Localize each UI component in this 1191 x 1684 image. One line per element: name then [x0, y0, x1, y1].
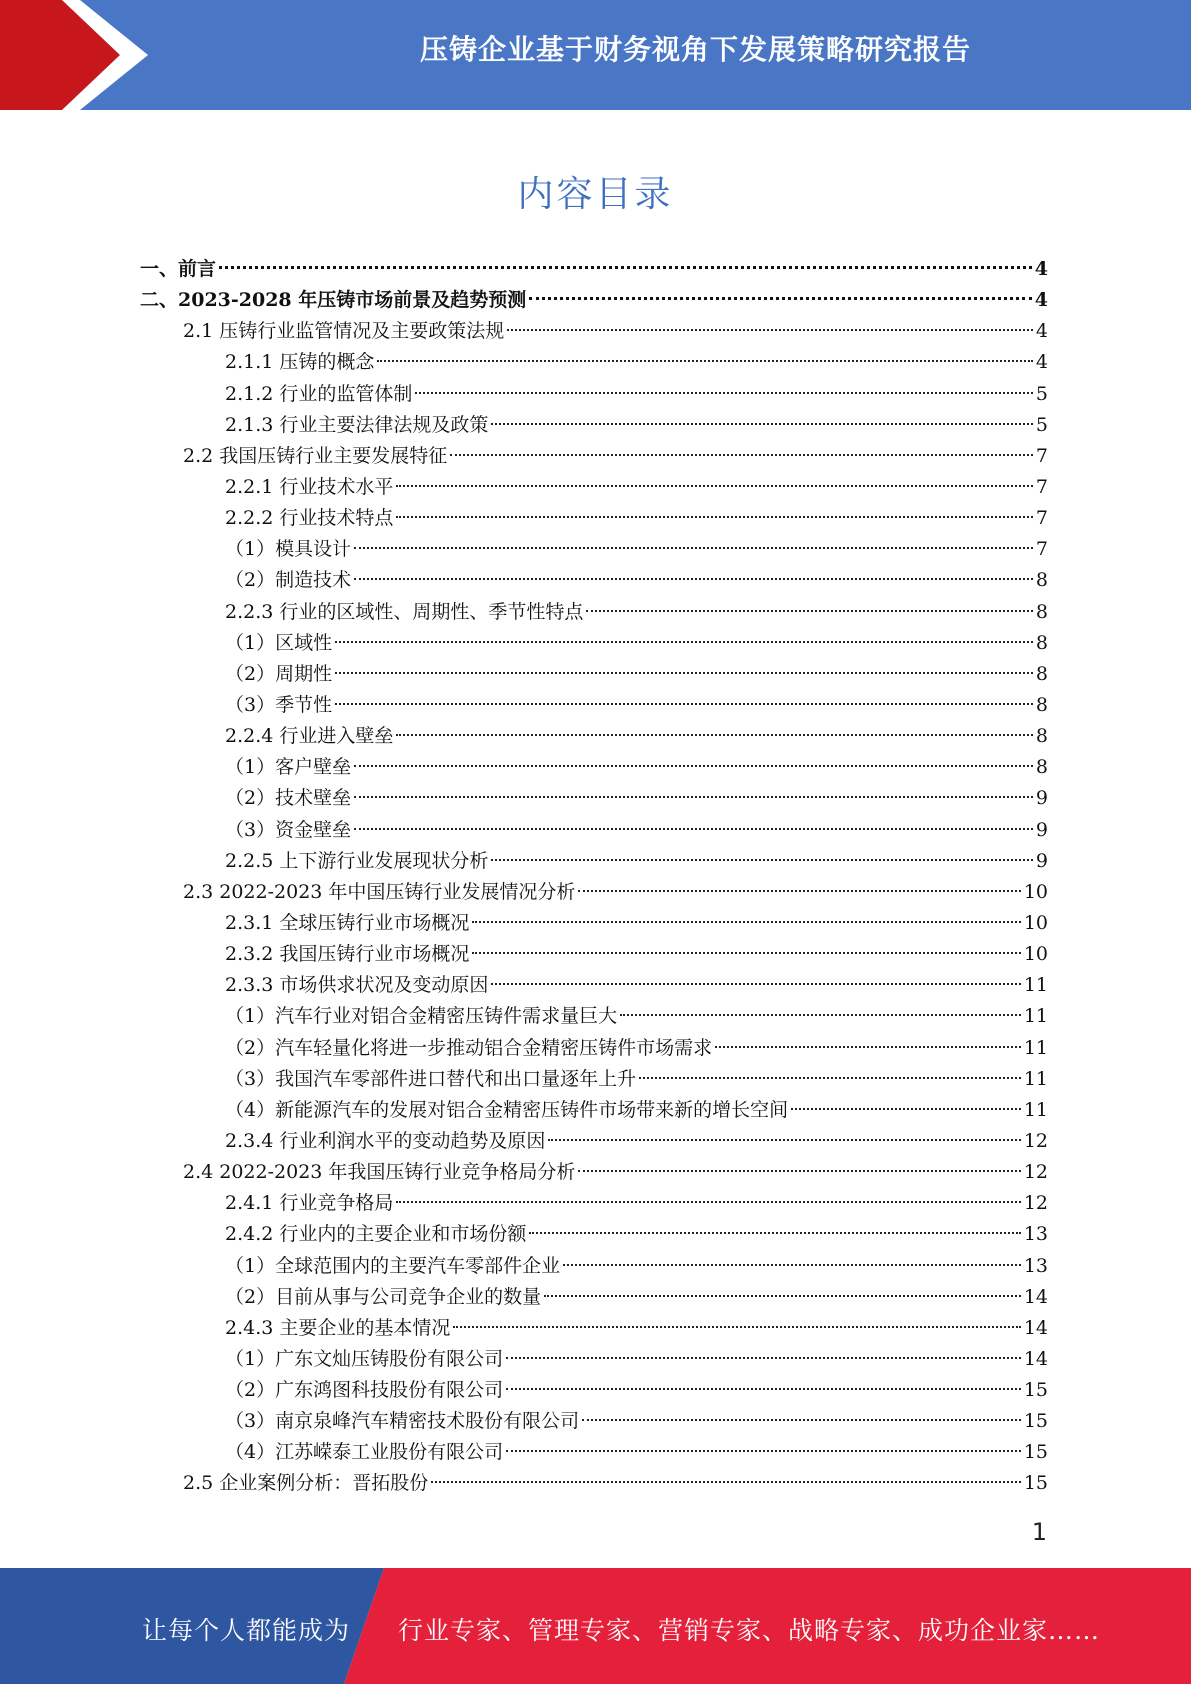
footer-banner [0, 1568, 1191, 1684]
toc-entry[interactable] [140, 472, 1048, 503]
toc-dot-leader [354, 828, 1033, 830]
toc-entry-label: （1）模具设计 [225, 538, 352, 561]
toc-entry-page: 5 [1035, 382, 1048, 405]
toc-entry-label: 二、2023-2028 年压铸市场前景及趋势预测 [140, 289, 527, 312]
toc-entry-label: 2.5 企业案例分析：晋拓股份 [183, 1472, 429, 1495]
toc-entry[interactable] [140, 316, 1048, 347]
toc-entry-label: （2）制造技术 [225, 569, 352, 592]
toc-entry-label: 2.2 我国压铸行业主要发展特征 [183, 444, 448, 467]
toc-dot-leader [450, 454, 1033, 456]
toc-entry[interactable] [140, 846, 1048, 877]
toc-dot-leader [491, 859, 1033, 861]
toc-dot-leader [791, 1108, 1021, 1110]
toc-dot-leader [529, 1232, 1020, 1234]
toc-entry-page: 11 [1023, 1098, 1048, 1121]
toc-entry-label: （1）客户壁垒 [225, 756, 352, 779]
toc-entry-label: 2.4 2022-2023 年我国压铸行业竞争格局分析 [183, 1161, 576, 1184]
toc-entry-page: 10 [1023, 911, 1048, 934]
toc-entry-page: 8 [1035, 600, 1048, 623]
toc-entry-page: 13 [1023, 1254, 1048, 1277]
toc-dot-leader [578, 1170, 1020, 1172]
toc-dot-leader [529, 297, 1032, 300]
toc-entry-page: 9 [1035, 849, 1048, 872]
toc-entry-label: 2.2.2 行业技术特点 [225, 507, 394, 530]
toc-entry-page: 7 [1035, 475, 1048, 498]
toc-entry-page: 12 [1023, 1192, 1048, 1215]
toc-entry-label: 2.3.3 市场供求状况及变动原因 [225, 974, 489, 997]
toc-dot-leader [219, 266, 1032, 269]
toc-entry[interactable] [140, 752, 1048, 783]
toc-dot-leader [396, 734, 1033, 736]
toc-entry-label: （2）汽车轻量化将进一步推动铝合金精密压铸件市场需求 [225, 1036, 713, 1059]
toc-entry-label: 2.2.4 行业进入壁垒 [225, 725, 394, 748]
toc-entry[interactable] [140, 1033, 1048, 1064]
toc-entry-label: 一、前言 [140, 258, 217, 280]
toc-heading: 内容目录 [517, 174, 674, 215]
toc-entry-label: （1）汽车行业对铝合金精密压铸件需求量巨大 [225, 1005, 618, 1028]
toc-entry-page: 14 [1023, 1316, 1048, 1339]
toc-entry-label: （3）南京泉峰汽车精密技术股份有限公司 [225, 1410, 580, 1433]
toc-entry[interactable] [140, 1188, 1048, 1219]
toc-dot-leader [506, 1450, 1021, 1452]
toc-entry[interactable] [140, 254, 1048, 285]
toc-entry-label: 2.3.2 我国压铸行业市场概况 [225, 943, 470, 966]
toc-dot-leader [472, 921, 1020, 923]
toc-entry-page: 14 [1023, 1347, 1048, 1370]
toc-entry-label: 2.4.2 行业内的主要企业和市场份额 [225, 1223, 527, 1246]
toc-entry[interactable] [140, 441, 1048, 472]
toc-entry-label: 2.1.2 行业的监管体制 [225, 382, 413, 405]
toc-dot-leader [506, 1388, 1021, 1390]
toc-dot-leader [335, 641, 1033, 643]
report-title: 压铸企业基于财务视角下发展策略研究报告 [419, 33, 971, 66]
toc-entry-label: （2）目前从事与公司竞争企业的数量 [225, 1285, 542, 1308]
toc-entry-label: （1）全球范围内的主要汽车零部件企业 [225, 1254, 561, 1277]
toc-dot-leader [431, 1481, 1021, 1483]
toc-entry-label: 2.2.1 行业技术水平 [225, 475, 394, 498]
footer-slogan-right: 行业专家、管理专家、营销专家、战略专家、成功企业家…… [398, 1616, 1101, 1645]
toc-entry-label: 2.3 2022-2023 年中国压铸行业发展情况分析 [183, 880, 576, 903]
toc-entry-label: 2.1.3 行业主要法律法规及政策 [225, 413, 489, 436]
toc-dot-leader [354, 796, 1033, 798]
toc-entry[interactable] [140, 1282, 1048, 1313]
toc-dot-leader [472, 952, 1020, 954]
toc-entry[interactable] [140, 1437, 1048, 1468]
footer-slogan-left: 让每个人都能成为 [142, 1616, 351, 1645]
toc-entry-page: 15 [1023, 1472, 1048, 1495]
toc-entry-page: 4 [1034, 289, 1048, 312]
toc-dot-leader [377, 360, 1033, 362]
toc-entry[interactable] [140, 970, 1048, 1001]
toc-dot-leader [396, 1201, 1020, 1203]
toc-dot-leader [586, 610, 1033, 612]
toc-entry[interactable] [140, 1468, 1048, 1499]
toc-dot-leader [507, 329, 1033, 331]
toc-entry-label: （3）我国汽车零部件进口替代和出口量逐年上升 [225, 1067, 637, 1090]
toc-entry[interactable] [140, 1126, 1048, 1157]
toc-dot-leader [453, 1326, 1020, 1328]
toc-dot-leader [563, 1264, 1021, 1266]
toc-entry-page: 9 [1035, 787, 1048, 810]
toc-dot-leader [578, 890, 1020, 892]
toc-entry-page: 15 [1023, 1410, 1048, 1433]
toc-entry[interactable] [140, 534, 1048, 565]
toc-entry-page: 7 [1035, 538, 1048, 561]
toc-entry-label: （2）技术壁垒 [225, 787, 352, 810]
toc-entry-page: 15 [1023, 1379, 1048, 1402]
toc-entry[interactable] [140, 379, 1048, 410]
toc-entry[interactable] [140, 877, 1048, 908]
toc-dot-leader [491, 983, 1020, 985]
toc-dot-leader [335, 672, 1033, 674]
toc-entry[interactable] [140, 1095, 1048, 1126]
toc-dot-leader [548, 1139, 1020, 1141]
toc-entry-label: （1）广东文灿压铸股份有限公司 [225, 1347, 504, 1370]
toc-dot-leader [415, 392, 1033, 394]
toc-dot-leader [491, 423, 1033, 425]
toc-entry[interactable] [140, 1344, 1048, 1375]
header-banner [0, 0, 1191, 110]
toc-entry[interactable] [140, 1157, 1048, 1188]
page-number: 1 [1031, 1518, 1047, 1546]
toc-entry-label: 2.4.3 主要企业的基本情况 [225, 1316, 451, 1339]
toc-entry-label: （2）周期性 [225, 662, 333, 685]
toc-entry[interactable] [140, 1406, 1048, 1437]
toc-entry[interactable] [140, 721, 1048, 752]
toc-entry-page: 8 [1035, 725, 1048, 748]
toc-entry-label: （4）新能源汽车的发展对铝合金精密压铸件市场带来新的增长空间 [225, 1098, 789, 1121]
toc-entry-page: 9 [1035, 818, 1048, 841]
toc-dot-leader [506, 1357, 1021, 1359]
toc-entry[interactable] [140, 939, 1048, 970]
toc-entry-page: 11 [1023, 974, 1048, 997]
toc-entry-page: 13 [1023, 1223, 1048, 1246]
toc-entry-page: 8 [1035, 756, 1048, 779]
toc-entry-page: 10 [1023, 880, 1048, 903]
toc-entry-page: 4 [1035, 351, 1048, 374]
toc-entry-page: 11 [1023, 1005, 1048, 1028]
toc-entry[interactable] [140, 503, 1048, 534]
toc-entry[interactable] [140, 628, 1048, 659]
header-red-chevron [0, 0, 120, 110]
toc-entry-page: 8 [1035, 662, 1048, 685]
toc-entry[interactable] [140, 783, 1048, 814]
toc-dot-leader [715, 1046, 1021, 1048]
toc-entry-label: （2）广东鸿图科技股份有限公司 [225, 1379, 504, 1402]
toc-dot-leader [354, 547, 1033, 549]
toc-entry-page: 12 [1023, 1129, 1048, 1152]
toc-entry-label: 2.2.5 上下游行业发展现状分析 [225, 849, 489, 872]
toc-entry[interactable] [140, 659, 1048, 690]
toc-entry-page: 12 [1023, 1161, 1048, 1184]
toc-entry-label: （3）资金壁垒 [225, 818, 352, 841]
toc-entry[interactable] [140, 1219, 1048, 1250]
toc-entry-page: 7 [1035, 444, 1048, 467]
toc-entry[interactable] [140, 347, 1048, 378]
toc-entry-label: （1）区域性 [225, 631, 333, 654]
toc-entry-label: 2.1 压铸行业监管情况及主要政策法规 [183, 320, 505, 343]
toc-entry[interactable] [140, 1313, 1048, 1344]
toc-entry-label: 2.2.3 行业的区域性、周期性、季节性特点 [225, 600, 584, 623]
toc-entry-page: 5 [1035, 413, 1048, 436]
toc-entry-page: 15 [1023, 1441, 1048, 1464]
toc-entry[interactable] [140, 1064, 1048, 1095]
toc-dot-leader [396, 516, 1033, 518]
toc-entry[interactable] [140, 815, 1048, 846]
toc-entry-page: 11 [1023, 1036, 1048, 1059]
toc-dot-leader [354, 765, 1033, 767]
toc-entry-page: 11 [1023, 1067, 1048, 1090]
toc-entry[interactable] [140, 410, 1048, 441]
toc-dot-leader [335, 703, 1033, 705]
toc-entry-label: 2.3.4 行业利润水平的变动趋势及原因 [225, 1129, 546, 1152]
toc-entry-label: 2.4.1 行业竞争格局 [225, 1192, 394, 1215]
toc-entry[interactable] [140, 1001, 1048, 1032]
toc-dot-leader [544, 1295, 1021, 1297]
toc-entry[interactable] [140, 1251, 1048, 1282]
toc-entry[interactable] [140, 690, 1048, 721]
toc-entry-page: 8 [1035, 569, 1048, 592]
toc-entry[interactable] [140, 597, 1048, 628]
toc-entry-page: 8 [1035, 693, 1048, 716]
toc-dot-leader [396, 485, 1033, 487]
toc-entry-label: 2.3.1 全球压铸行业市场概况 [225, 911, 470, 934]
toc-dot-leader [582, 1419, 1021, 1421]
toc-dot-leader [620, 1014, 1021, 1016]
toc-entry-page: 14 [1023, 1285, 1048, 1308]
toc-entry-page: 10 [1023, 943, 1048, 966]
toc-entry-label: （3）季节性 [225, 693, 333, 716]
toc-entry-page: 7 [1035, 507, 1048, 530]
toc-entry-page: 4 [1034, 258, 1048, 280]
toc-entry-page: 8 [1035, 631, 1048, 654]
toc-entry[interactable] [140, 1375, 1048, 1406]
toc-dot-leader [354, 578, 1033, 580]
table-of-contents [140, 254, 1048, 1500]
toc-dot-leader [639, 1077, 1021, 1079]
toc-entry-page: 4 [1035, 320, 1048, 343]
toc-entry-label: （4）江苏嵘泰工业股份有限公司 [225, 1441, 504, 1464]
toc-entry[interactable] [140, 908, 1048, 939]
toc-entry[interactable] [140, 285, 1048, 316]
toc-entry[interactable] [140, 565, 1048, 596]
toc-entry-label: 2.1.1 压铸的概念 [225, 351, 375, 374]
